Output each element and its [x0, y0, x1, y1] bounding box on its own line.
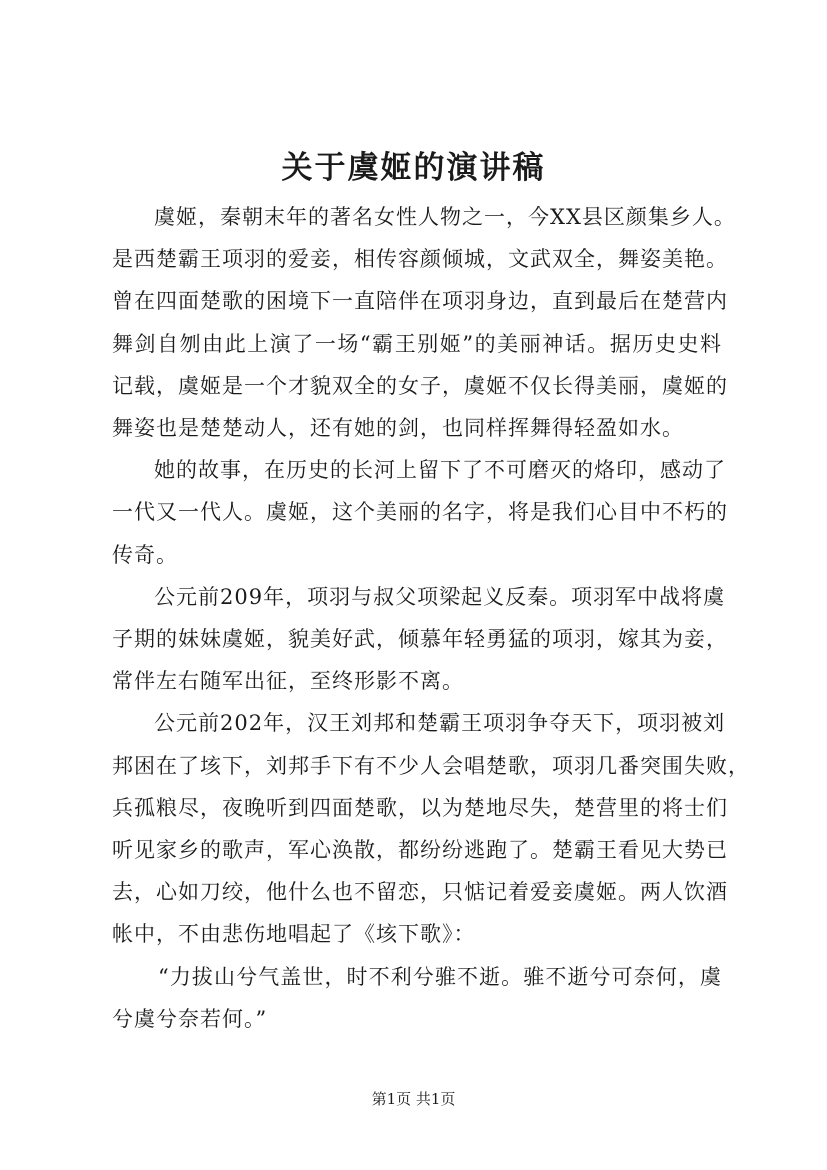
document-body: [112, 196, 750, 1040]
paragraph-line: 虞姬，秦朝末年的著名女性人物之一，今XX县区颜集乡人。: [154, 205, 736, 229]
paragraph-line: 曾在四面楚歌的困境下一直陪伴在项羽身边，直到最后在楚营内: [112, 289, 728, 314]
paragraph-line: 邦困在了垓下，刘邦手下有不少人会唱楚歌，项羽几番突围失败，: [112, 753, 750, 778]
paragraph-line: 帐中，不由悲伤地唱起了《垓下歌》：: [112, 922, 476, 947]
paragraph-line: 舞剑自刎由此上演了一场“霸王别姬”的美丽神话。据历史史料: [112, 331, 722, 356]
paragraph-line: 子期的妹妹虞姬，貌美好武，倾慕年轻勇猛的项羽，嫁其为妾，: [112, 627, 728, 652]
quote-line: 兮虞兮奈若何。”: [112, 1006, 268, 1031]
quote-line: “力拔山兮气盖世，时不利兮骓不逝。骓不逝兮可奈何，虞: [158, 964, 722, 989]
paragraph-line: 舞姿也是楚楚动人，还有她的剑，也同样挥舞得轻盈如水。: [112, 416, 684, 441]
paragraph-line: 记载，虞姬是一个才貌双全的女子，虞姬不仅长得美丽，虞姬的: [112, 373, 728, 398]
paragraph-line: 传奇。: [112, 542, 178, 567]
paragraph-line: 公元前202年，汉王刘邦和楚霸王项羽争夺天下，项羽被刘: [154, 711, 726, 736]
paragraph-line: 常伴左右随军出征，至终形影不离。: [112, 669, 464, 694]
paragraph-line: 是西楚霸王项羽的爱妾，相传容颜倾城，文武双全，舞姿美艳。: [112, 247, 728, 272]
page-footer: 第1页 共1页: [371, 1090, 456, 1108]
paragraph-line: 听见家乡的歌声，军心涣散，都纷纷逃跑了。楚霸王看见大势已: [112, 838, 728, 863]
paragraph-line: 去，心如刀绞，他什么也不留恋，只惦记着爱妾虞姬。两人饮酒: [112, 880, 728, 905]
paragraph-line: 她的故事，在历史的长河上留下了不可磨灭的烙印，感动了: [154, 458, 726, 483]
document-title: 关于虞姬的演讲稿: [281, 150, 546, 186]
paragraph-line: 公元前209年，项羽与叔父项梁起义反秦。项羽军中战将虞: [154, 584, 726, 609]
paragraph-line: 兵孤粮尽，夜晚听到四面楚歌，以为楚地尽失，楚营里的将士们: [112, 795, 728, 820]
paragraph-line: 一代又一代人。虞姬，这个美丽的名字，将是我们心目中不朽的: [112, 500, 728, 525]
